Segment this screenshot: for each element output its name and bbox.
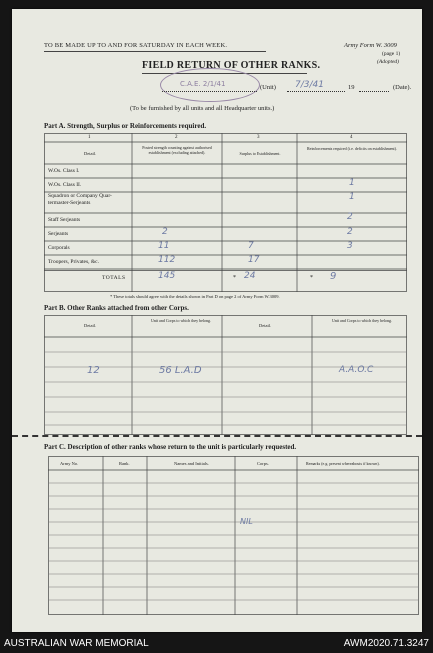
- unit-line: [162, 91, 257, 92]
- year-label: 19: [348, 84, 355, 91]
- totals-label: TOTALS: [102, 275, 126, 281]
- part-c-col-remarks: Remarks (e.g. present whereabouts if known).: [306, 461, 380, 466]
- row-detail: Squadron or Company Quar-termaster-Serjeants: [48, 193, 112, 206]
- part-b-col-unit-2: Unit and Corps to which they belong.: [331, 318, 393, 323]
- cut-line: [12, 435, 422, 437]
- col-number-2: 2: [175, 135, 178, 140]
- part-c-entry: NIL: [240, 517, 253, 526]
- instruction-underline: [44, 51, 266, 52]
- totals-star: *: [233, 275, 236, 281]
- part-c-col-corps: Corps.: [257, 461, 269, 466]
- row-detail: W.Os. Class I.: [48, 168, 80, 174]
- part-a-heading: Part A. Strength, Surplus or Reinforcements required.: [44, 122, 207, 130]
- adopted-label: (Adopted): [377, 59, 399, 65]
- posted-value: 2: [162, 227, 168, 237]
- col-number-4: 4: [350, 135, 353, 140]
- instruction-text: TO BE MADE UP TO AND FOR SATURDAY IN EACH WEEK.: [44, 42, 228, 49]
- part-a-footnote: * These totals should agree with the details shown in Part D on page 2 of Army Form W.3009.: [110, 294, 280, 299]
- reinf-value: 3: [347, 241, 353, 251]
- row-detail: Serjeants: [48, 231, 69, 237]
- col-number-3: 3: [257, 135, 260, 140]
- part-c-heading: Part C. Description of other ranks whose return to the unit is particularly requested.: [44, 443, 297, 451]
- date-label: (Date).: [393, 84, 412, 91]
- row-detail: Corporals: [48, 245, 70, 251]
- part-c-col-names: Names and Initials.: [174, 461, 209, 466]
- totals-star: *: [310, 275, 313, 281]
- reinf-value: 1: [349, 178, 355, 188]
- row-detail: W.Os. Class II.: [48, 182, 82, 188]
- part-b-col-unit: Unit and Corps to which they belong.: [150, 318, 212, 323]
- col-header-detail: Detail.: [84, 151, 97, 156]
- part-c-col-rank: Rank.: [119, 461, 130, 466]
- reinf-value: 2: [347, 227, 353, 237]
- reinf-value: 1: [349, 192, 355, 202]
- date-line: [287, 91, 345, 92]
- form-page: [12, 9, 422, 632]
- form-title: FIELD RETURN OF OTHER RANKS.: [142, 60, 321, 71]
- part-b-heading: Part B. Other Ranks attached from other Corps.: [44, 304, 189, 312]
- part-c-table: [48, 456, 419, 616]
- unit-label: (Unit): [260, 84, 276, 91]
- totals-posted: 145: [158, 271, 176, 281]
- year-line: [359, 91, 389, 92]
- surplus-value: 17: [248, 255, 260, 265]
- date-handwritten: 7/3/41: [295, 80, 324, 90]
- surplus-value: 7: [248, 241, 254, 251]
- footer-right: AWM2020.71.3247: [343, 638, 429, 649]
- col-header-reinf: Reinforcements required (i.e. deficits on establishment).: [307, 146, 397, 151]
- page-number: (page 1): [382, 51, 401, 57]
- part-b-entry-detail: 12: [87, 365, 100, 376]
- posted-value: 11: [158, 241, 170, 251]
- col-header-posted: Posted strength counting against authorised establishment (excluding attached).: [142, 145, 212, 155]
- part-c-col-armyno: Army No.: [60, 461, 79, 466]
- part-b-col-detail-2: Detail.: [259, 323, 272, 328]
- furnished-note: (To be furnished by all units and all Headquarter units.): [130, 105, 275, 112]
- posted-value: 112: [158, 255, 176, 265]
- row-detail: Staff Serjeants: [48, 217, 81, 223]
- unit-stamp-text: C.A.E. 2/1/41: [180, 80, 226, 88]
- totals-surplus: 24: [244, 271, 256, 281]
- part-b-entry-unit-2: A.A.O.C: [339, 365, 374, 375]
- totals-reinf: 9: [330, 271, 337, 282]
- part-b-col-detail: Detail.: [84, 323, 97, 328]
- footer-left: AUSTRALIAN WAR MEMORIAL: [4, 638, 149, 649]
- part-b-entry-unit: 56 L.A.D: [159, 365, 202, 376]
- row-detail: Troopers, Privates, &c.: [48, 259, 99, 265]
- reinf-value: 2: [347, 212, 353, 222]
- form-number: Army Form W. 3009: [344, 42, 397, 49]
- col-number-1: 1: [88, 135, 91, 140]
- col-header-surplus: Surplus to Establishment.: [239, 151, 281, 156]
